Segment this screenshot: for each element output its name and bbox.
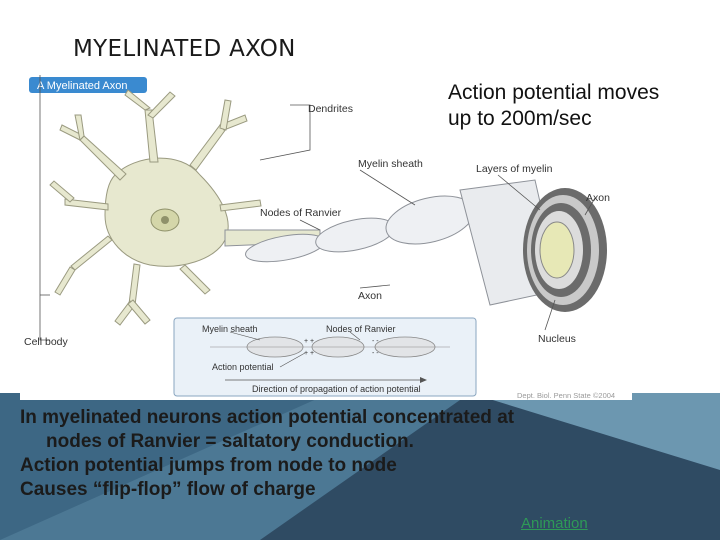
slide-title: MYELINATED AXON	[73, 36, 296, 62]
label-myelin-sheath: Myelin sheath	[358, 158, 423, 170]
inset-label-nodes-of-ranvier: Nodes of Ranvier	[326, 324, 396, 334]
svg-text:+ +: + +	[304, 338, 315, 345]
speed-note	[448, 80, 708, 132]
label-dendrites: Dendrites	[308, 103, 353, 115]
svg-text:- -: - -	[372, 338, 379, 345]
body-text	[20, 406, 640, 502]
svg-text:+ +: + +	[304, 350, 315, 357]
bullet-line-2: nodes of Ranvier = saltatory conduction.	[46, 431, 414, 452]
inset-label-action-potential: Action potential	[212, 362, 274, 372]
inset-label-myelin-sheath: Myelin sheath	[202, 324, 258, 334]
speed-note-line-2: up to 200m/sec	[448, 107, 592, 130]
bullet-line-4: Causes “flip-flop” flow of charge	[20, 479, 316, 500]
inset-label-direction: Direction of propagation of action potential	[252, 384, 421, 394]
figure-credit: Dept. Biol. Penn State ©2004	[517, 391, 616, 400]
label-nodes-of-ranvier: Nodes of Ranvier	[260, 207, 342, 219]
speed-note-line-1: Action potential moves	[448, 81, 660, 104]
figure-header: A Myelinated Axon	[37, 80, 128, 92]
label-layers-of-myelin: Layers of myelin	[476, 163, 553, 175]
animation-link[interactable]: Animation	[521, 515, 588, 532]
svg-text:- -: - -	[372, 350, 379, 357]
label-axon-bottom: Axon	[358, 290, 382, 302]
label-axon-right: Axon	[586, 192, 610, 204]
label-cell-body: Cell body	[24, 336, 68, 348]
label-nucleus: Nucleus	[538, 333, 576, 345]
bullet-line-1: In myelinated neurons action potential concentrated at	[20, 407, 515, 428]
bullet-line-3: Action potential jumps from node to node	[20, 455, 397, 476]
